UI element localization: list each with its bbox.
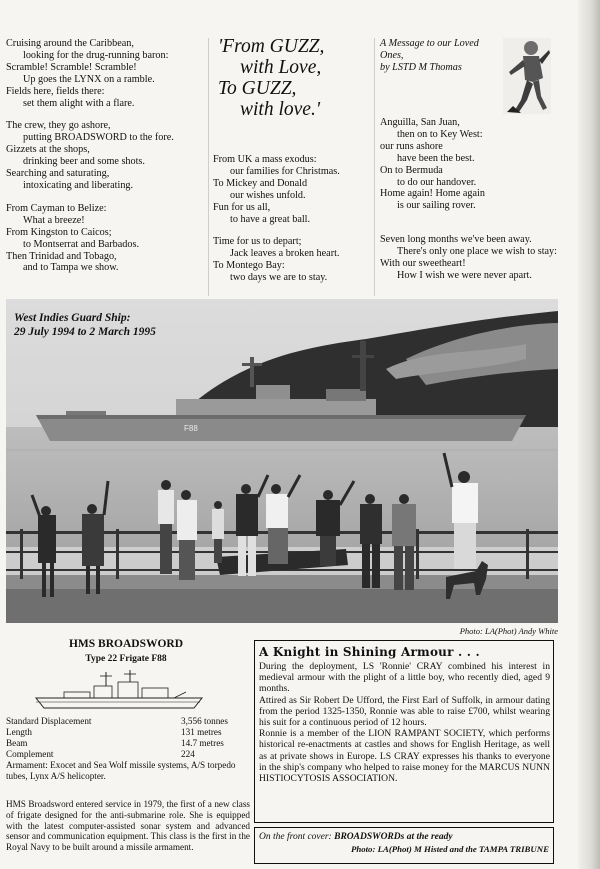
message-heading bbox=[380, 38, 500, 74]
cover-credit: Photo: LA(Phot) M Histed and the TAMPA TRIBUNE bbox=[350, 844, 549, 854]
photo-credit: Photo: LA(Phot) Andy White bbox=[459, 626, 558, 636]
poem-line: Gizzets at the shops, bbox=[6, 144, 90, 156]
poem-line: From UK a mass exodus: bbox=[213, 154, 317, 165]
poem-line: intoxicating and liberating. bbox=[23, 179, 134, 191]
poem-line: Fun for us all, bbox=[213, 201, 271, 213]
poem-line: Jack leaves a broken heart. bbox=[230, 248, 340, 260]
caption-line: West Indies Guard Ship: bbox=[14, 312, 131, 324]
poem-line: Cruising around the Caribbean, bbox=[6, 38, 134, 49]
poem-line: Home again! Home again bbox=[380, 188, 485, 200]
ship-description: HMS Broadsword entered service in 1979, the first of a new class of frigate designed for the anti-submarine role. She is equipped with the latest computer-assisted sonar system and advanced sensor and communication equipment. This class is the first in the Royal Navy to be built around a missile armament. bbox=[6, 799, 250, 853]
poem-line: Then Trinidad and Tobago, bbox=[6, 250, 117, 262]
poem-line: and to Tampa we show. bbox=[23, 262, 119, 274]
headline-line: 'From GUZZ, bbox=[218, 36, 325, 57]
page-edge-shadow bbox=[578, 0, 600, 869]
spec-label: Beam bbox=[6, 737, 28, 748]
poem-line: From Kingston to Caicos; bbox=[6, 226, 112, 238]
headline-line: To GUZZ, bbox=[218, 78, 297, 99]
spec-value: 224 bbox=[181, 748, 195, 759]
spec-value: 3,556 tonnes bbox=[181, 716, 228, 726]
frigate-silhouette-icon bbox=[34, 668, 204, 712]
cover-lead: On the front cover: bbox=[259, 832, 332, 842]
message-line: A Message to our Loved bbox=[380, 38, 479, 49]
poem-line: Time for us to depart; bbox=[213, 236, 302, 248]
poem-line bbox=[6, 192, 206, 203]
poem-line: There's only one place we wish to stay: bbox=[397, 246, 557, 258]
poem-line: Searching and saturating, bbox=[6, 168, 110, 180]
poem-line: Seven long months we've been away. bbox=[380, 234, 532, 246]
poem-line: The crew, they go ashore, bbox=[6, 120, 111, 132]
poem-line: On to Bermuda bbox=[380, 164, 443, 176]
spec-label: Complement bbox=[6, 748, 54, 759]
spec-row bbox=[6, 727, 250, 738]
caption-line: 29 July 1994 to 2 March 1995 bbox=[14, 326, 156, 338]
poem-line: to do our handover. bbox=[397, 176, 477, 188]
armament-text: Armament: Exocet and Sea Wolf missile systems, A/S torpedo tubes, Lynx A/S helicopter. bbox=[6, 759, 236, 781]
spec-label: Length bbox=[6, 726, 33, 737]
poem-line: From Cayman to Belize: bbox=[6, 202, 107, 214]
poem-line: to have a great ball. bbox=[230, 213, 311, 225]
poem-line: What a breeze! bbox=[23, 214, 85, 226]
poem-line: two days we are to stay. bbox=[230, 272, 328, 284]
poem-line: looking for the drug-running baron: bbox=[23, 49, 169, 61]
poem-line: With our sweetheart! bbox=[380, 258, 466, 270]
article-body bbox=[259, 661, 550, 784]
poem-middle-column bbox=[213, 154, 373, 284]
poem-line: is our sailing rover. bbox=[397, 200, 476, 212]
knight-article-box bbox=[254, 640, 554, 823]
ship-specifications bbox=[6, 716, 250, 781]
poem-line: set them alight with a flare. bbox=[23, 97, 135, 109]
poem-line: then on to Key West: bbox=[397, 128, 483, 140]
poem-line: Anguilla, San Juan, bbox=[380, 117, 460, 128]
headline-line: with love.' bbox=[240, 99, 320, 120]
cover-title: BROADSWORDs at the ready bbox=[334, 832, 453, 842]
spec-row bbox=[6, 749, 250, 760]
poem-line: How I wish we were never apart. bbox=[397, 269, 532, 281]
article-title: A Knight in Shining Armour . . . bbox=[259, 645, 480, 659]
spec-value: 131 metres bbox=[181, 726, 222, 737]
message-byline: by LSTD M Thomas bbox=[380, 62, 462, 73]
poem-line bbox=[213, 225, 373, 236]
poem-line: Scramble! Scramble! Scramble! bbox=[6, 61, 137, 73]
article-paragraph: Attired as Sir Robert De Ufford, the First Earl of Suffolk, in armour dating from the period 1325-1350, Ronnie was able to raise £700, whilst wearing his suit for a continuous period of 12 hours. bbox=[259, 694, 550, 729]
poem-line bbox=[380, 223, 575, 234]
photo-caption bbox=[14, 311, 156, 339]
poem-headline bbox=[218, 36, 378, 120]
spec-value: 14.7 metres bbox=[181, 737, 224, 748]
poem-line: our runs ashore bbox=[380, 140, 443, 152]
poem-line: drinking beer and some shots. bbox=[23, 156, 145, 168]
poem-line: have been the best. bbox=[397, 152, 475, 164]
poem-line: Fields here, fields there: bbox=[6, 85, 105, 97]
poem-line: To Mickey and Donald bbox=[213, 177, 308, 189]
poem-line bbox=[380, 212, 575, 223]
article-paragraph: Ronnie is a member of the LION RAMPANT SOCIETY, which performs historical re-enactments at castles and shows for English Heritage, as well as at private shows in Europe. LS CRAY expresses his thanks to everyone in the ship's company who helped to raise money for the MARCUS NUNN HISTIOCYTOSIS ASSOCIATION. bbox=[259, 728, 550, 785]
hull-number: F88 bbox=[184, 424, 198, 433]
ship-departure-photo bbox=[6, 299, 558, 623]
column-divider bbox=[208, 38, 209, 296]
poem-line: to Montserrat and Barbados. bbox=[23, 238, 139, 250]
spec-label: Standard Displacement bbox=[6, 716, 92, 726]
poem-right-column bbox=[380, 117, 575, 282]
poem-line bbox=[6, 109, 206, 120]
poem-line: our families for Christmas. bbox=[230, 165, 340, 177]
front-cover-note bbox=[254, 827, 554, 864]
spec-row bbox=[6, 716, 250, 727]
armoured-figure-image bbox=[503, 38, 551, 114]
poem-line: putting BROADSWORD to the fore. bbox=[23, 132, 174, 144]
poem-line: To Montego Bay: bbox=[213, 260, 285, 272]
headline-line: with Love, bbox=[240, 57, 322, 78]
article-paragraph: During the deployment, LS 'Ronnie' CRAY combined his interest in medieval armour with the plight of a little boy, who recently died, aged 9 months. bbox=[259, 661, 550, 695]
poem-line: Up goes the LYNX on a ramble. bbox=[23, 73, 155, 85]
spec-row bbox=[6, 738, 250, 749]
message-line: Ones, bbox=[380, 50, 404, 61]
poem-line: our wishes unfold. bbox=[230, 189, 306, 201]
ship-subtitle: Type 22 Frigate F88 bbox=[85, 654, 167, 664]
ship-title: HMS BROADSWORD bbox=[68, 638, 184, 650]
poem-left-column bbox=[6, 38, 206, 274]
